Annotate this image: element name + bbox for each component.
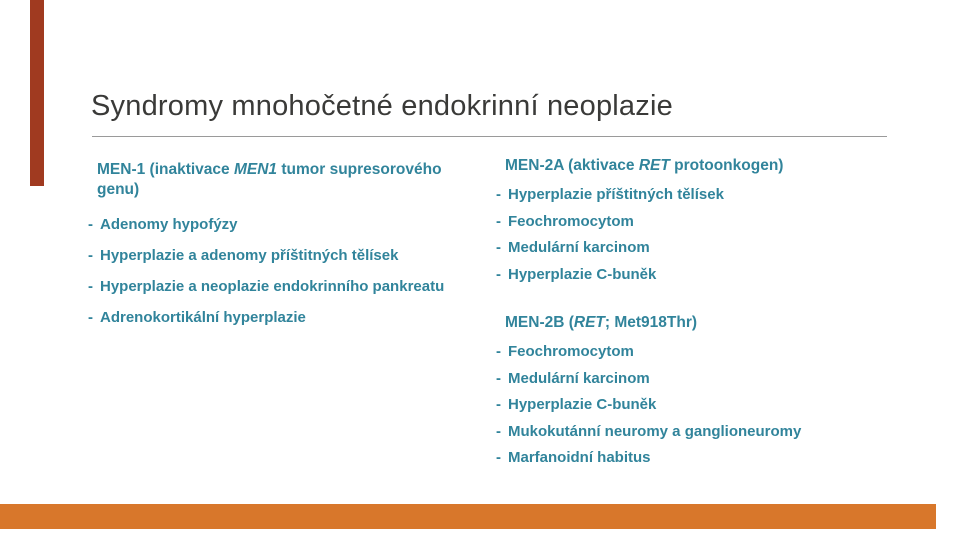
- list-item-label: Hyperplazie příštitných tělísek: [508, 186, 724, 203]
- men2b-header-post: ; Met918Thr): [604, 314, 698, 331]
- page-title: Syndromy mnohočetné endokrinní neoplazie: [91, 90, 673, 122]
- men2b-item-list: [496, 339, 936, 472]
- list-item-label: Mukokutánní neuromy a ganglioneuromy: [508, 422, 802, 440]
- list-item: [88, 240, 488, 271]
- left-accent-bar: [30, 0, 44, 186]
- bullet-dash: -: [496, 212, 501, 230]
- bullet-dash: -: [496, 186, 501, 203]
- list-item: [496, 262, 936, 289]
- list-item-label: Hyperplazie a neoplazie endokrinního pankreatu: [100, 278, 445, 295]
- bullet-dash: -: [496, 265, 501, 283]
- list-item: [496, 235, 936, 262]
- bullet-dash: -: [88, 309, 93, 326]
- list-item-label: Hyperplazie a adenomy příštitných tělísek: [100, 247, 399, 264]
- list-item: [496, 366, 936, 393]
- bullet-dash: -: [496, 239, 501, 256]
- list-item-label: Feochromocytom: [508, 343, 634, 360]
- bullet-dash: -: [88, 216, 93, 233]
- bullet-dash: -: [88, 247, 93, 264]
- men2a-header: [496, 156, 936, 176]
- men2a-item-list: [496, 182, 936, 288]
- list-item-label: Hyperplazie C-buněk: [508, 265, 657, 283]
- list-item: [496, 182, 936, 209]
- men2b-section: [496, 313, 936, 472]
- men2b-header-pre: MEN-2B (: [505, 314, 574, 331]
- bullet-dash: -: [496, 369, 501, 387]
- list-item-label: Medulární karcinom: [508, 239, 650, 256]
- men2a-section: [496, 156, 936, 288]
- men1-header-pre: MEN-1 (inaktivace: [97, 161, 234, 178]
- bullet-dash: -: [496, 343, 501, 360]
- list-item-label: Marfanoidní habitus: [508, 449, 651, 466]
- men1-header: [88, 160, 488, 200]
- list-item: [496, 339, 936, 366]
- men2b-header-gene: RET: [573, 314, 605, 331]
- list-item-label: Feochromocytom: [508, 212, 634, 230]
- list-item-label: Medulární karcinom: [508, 369, 650, 387]
- list-item: [496, 392, 936, 419]
- list-item: [88, 209, 488, 240]
- bullet-dash: -: [496, 396, 501, 413]
- bullet-dash: -: [88, 278, 93, 295]
- bullet-dash: -: [496, 449, 501, 466]
- men2a-header-pre: MEN-2A (aktivace: [505, 157, 639, 174]
- men2b-header: [496, 313, 936, 333]
- list-item: [496, 419, 936, 446]
- men1-header-gene: MEN1: [233, 161, 278, 178]
- men1-item-list: [88, 209, 488, 333]
- bottom-accent-bar: [0, 504, 936, 529]
- men2a-header-post: protoonkogen): [669, 157, 784, 174]
- list-item: [88, 271, 488, 302]
- bullet-dash: -: [496, 422, 501, 440]
- list-item: [88, 302, 488, 333]
- list-item-label: Adenomy hypofýzy: [100, 216, 238, 233]
- men1-header-post: tumor supresorového genu): [97, 161, 442, 198]
- men2a-header-gene: RET: [638, 157, 670, 174]
- list-item-label: Hyperplazie C-buněk: [508, 396, 657, 413]
- list-item: [496, 445, 936, 472]
- list-item-label: Adrenokortikální hyperplazie: [100, 309, 306, 326]
- list-item: [496, 209, 936, 236]
- men2-section: [496, 156, 936, 472]
- men1-section: [88, 160, 488, 333]
- title-underline: [92, 136, 887, 137]
